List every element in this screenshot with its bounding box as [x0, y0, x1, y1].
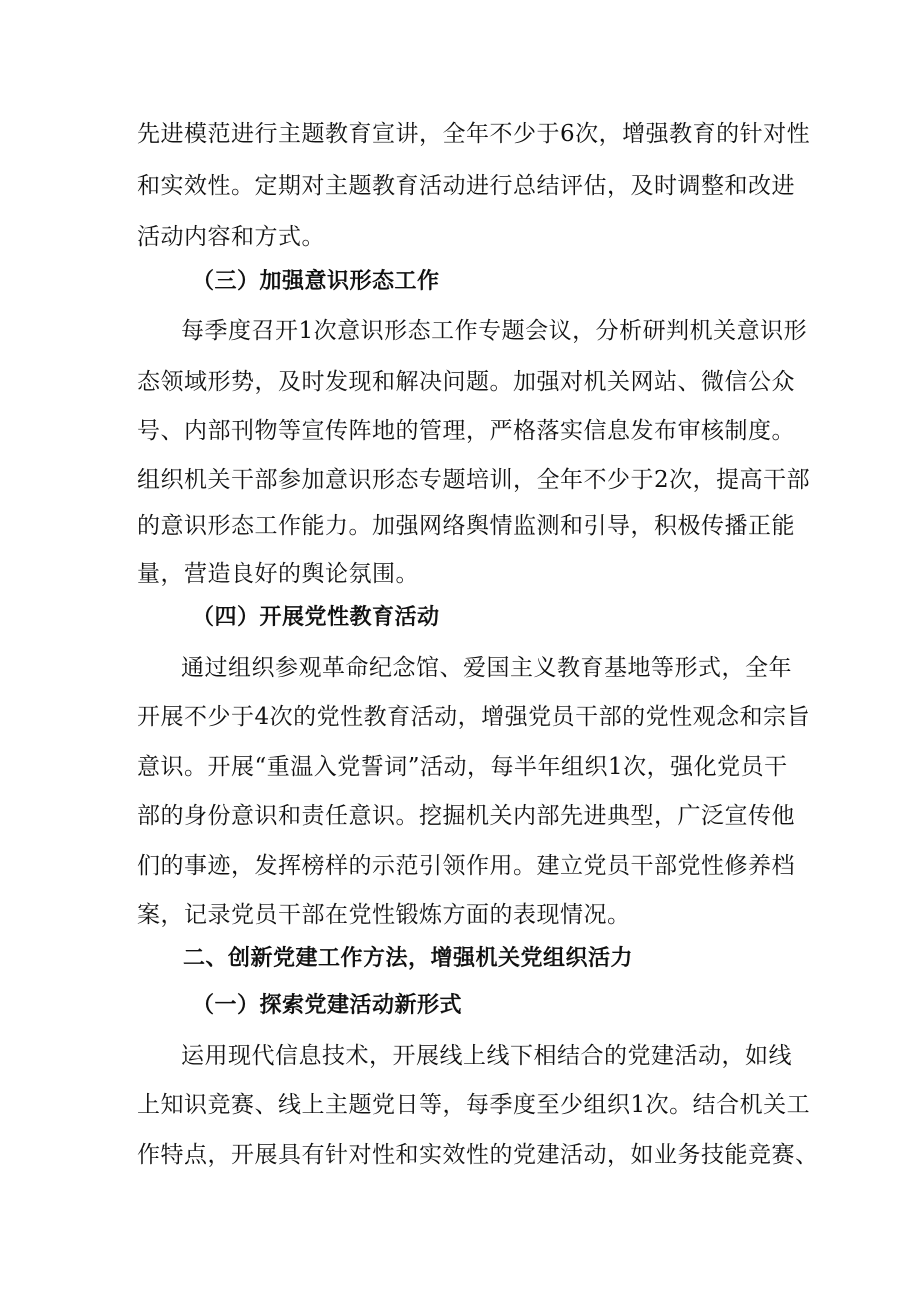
- paragraph-line: 每季度召开1次意识形态工作专题会议，分析研判机关意识形: [181, 318, 808, 344]
- paragraph-line: 号、内部刊物等宣传阵地的管理，严格落实信息发布审核制度。: [137, 418, 795, 444]
- paragraph-line: 意识。开展“重温入党誓词”活动，每半年组织1次，强化党员干: [137, 754, 788, 780]
- paragraph-line: 和实效性。定期对主题教育活动进行总结评估，及时调整和改进: [137, 173, 795, 199]
- paragraph-line: 量，营造良好的舆论氛围。: [137, 561, 419, 587]
- paragraph-line: 通过组织参观革命纪念馆、爱国主义教育基地等形式，全年: [181, 655, 792, 681]
- paragraph-line: 开展不少于4次的党性教育活动，增强党员干部的党性观念和宗旨: [137, 704, 811, 730]
- paragraph-line: 态领域形势，及时发现和解决问题。加强对机关网站、微信公众: [137, 369, 795, 395]
- subsection-heading-1: （一）探索党建活动新形式: [192, 993, 463, 1018]
- paragraph-line: 作特点，开展具有针对性和实效性的党建活动，如业务技能竞赛、: [137, 1142, 819, 1168]
- paragraph-line: 运用现代信息技术，开展线上线下相结合的党建活动，如线: [181, 1043, 792, 1069]
- paragraph-line: 的意识形态工作能力。加强网络舆情监测和引导，积极传播正能: [137, 513, 795, 539]
- section-heading-4: （四）开展党性教育活动: [192, 605, 440, 630]
- paragraph-line: 组织机关干部参加意识形态专题培训，全年不少于2次，提高干部: [137, 467, 811, 493]
- part-heading-2: 二、创新党建工作方法，增强机关党组织活力: [183, 946, 634, 971]
- paragraph-line: 们的事迹，发挥榜样的示范引领作用。建立党员干部党性修养档: [137, 853, 795, 879]
- paragraph-line: 先进模范进行主题教育宣讲，全年不少于6次，增强教育的针对性: [137, 121, 811, 147]
- paragraph-line: 部的身份意识和责任意识。挖掘机关内部先进典型，广泛宣传他: [137, 803, 795, 829]
- paragraph-line: 案，记录党员干部在党性锻炼方面的表现情况。: [137, 902, 631, 928]
- paragraph-line: 上知识竞赛、线上主题党日等，每季度至少组织1次。结合机关工: [137, 1092, 811, 1118]
- section-heading-3: （三）加强意识形态工作: [192, 269, 440, 294]
- paragraph-line: 活动内容和方式。: [137, 224, 325, 250]
